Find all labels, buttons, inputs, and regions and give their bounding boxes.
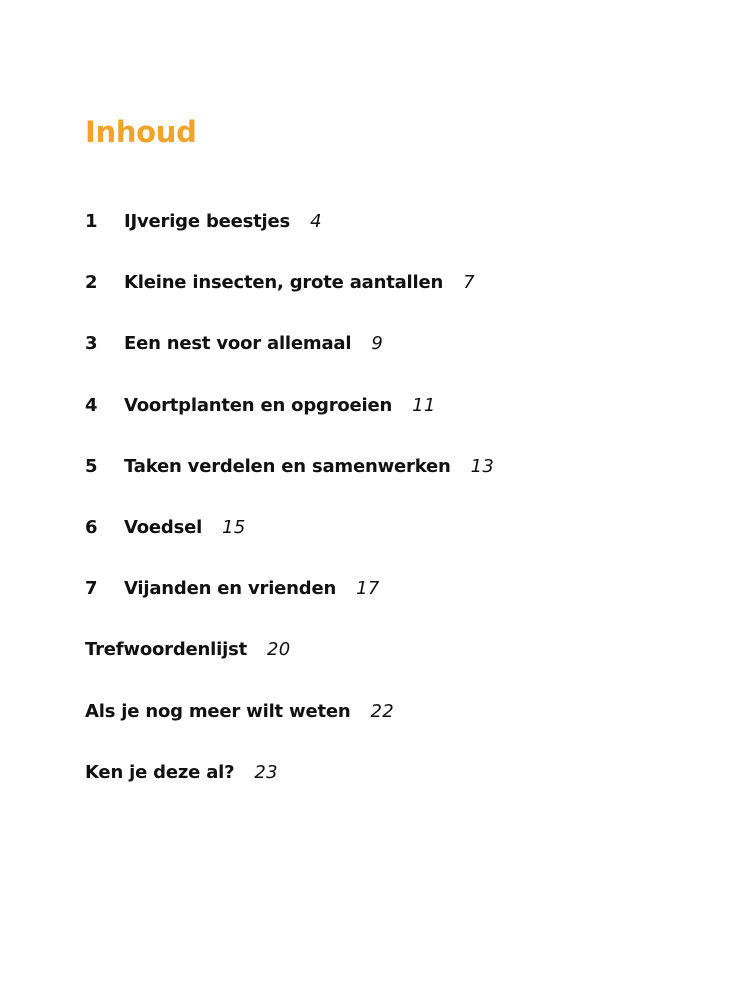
toc-entry-1[interactable]: [85, 203, 685, 264]
toc-entry-further-reading[interactable]: [85, 693, 685, 754]
toc-section-title: Als je nog meer wilt weten: [85, 700, 351, 722]
toc-page-number: 17: [356, 578, 380, 600]
toc-entry-2[interactable]: [85, 264, 685, 325]
toc-chapter-number: 1: [85, 211, 98, 232]
toc-chapter-number: 6: [85, 516, 98, 538]
toc-chapter-number: 4: [85, 394, 98, 416]
table-of-contents: [85, 203, 685, 815]
toc-chapter-title: Kleine insecten, grote aantallen: [124, 272, 444, 294]
toc-section-title: Ken je deze al?: [85, 761, 235, 783]
page-title: Inhoud: [85, 115, 197, 149]
toc-chapter-title: Voortplanten en opgroeien: [124, 394, 393, 416]
toc-chapter-title: Een nest voor allemaal: [124, 333, 352, 355]
toc-chapter-title: Vijanden en vrienden: [124, 578, 337, 600]
toc-chapter-title: Taken verdelen en samenwerken: [124, 455, 451, 477]
toc-page-number: 13: [470, 455, 495, 477]
toc-entry-index[interactable]: [85, 631, 685, 692]
toc-page-number: 20: [267, 639, 291, 661]
toc-entry-5[interactable]: [85, 448, 685, 509]
toc-page-number: 15: [222, 516, 246, 538]
toc-entry-7[interactable]: [85, 570, 685, 631]
toc-chapter-number: 7: [85, 578, 98, 600]
toc-page-number: 22: [370, 700, 394, 722]
toc-chapter-number: 2: [85, 272, 98, 294]
toc-chapter-number: 3: [85, 333, 98, 355]
toc-entry-4[interactable]: [85, 387, 685, 448]
toc-chapter-title: Voedsel: [124, 516, 203, 538]
toc-page-number: 11: [412, 394, 436, 416]
toc-entry-6[interactable]: [85, 509, 685, 570]
toc-page-number: 7: [463, 272, 475, 294]
toc-page-number: 4: [310, 211, 322, 232]
toc-entry-3[interactable]: [85, 325, 685, 386]
toc-page-number: 23: [254, 761, 278, 783]
toc-section-title: Trefwoordenlijst: [85, 639, 247, 661]
toc-chapter-number: 5: [85, 455, 98, 477]
toc-page-number: 9: [371, 333, 384, 355]
toc-entry-quiz[interactable]: [85, 754, 685, 815]
toc-chapter-title: IJverige beestjes: [124, 211, 291, 232]
